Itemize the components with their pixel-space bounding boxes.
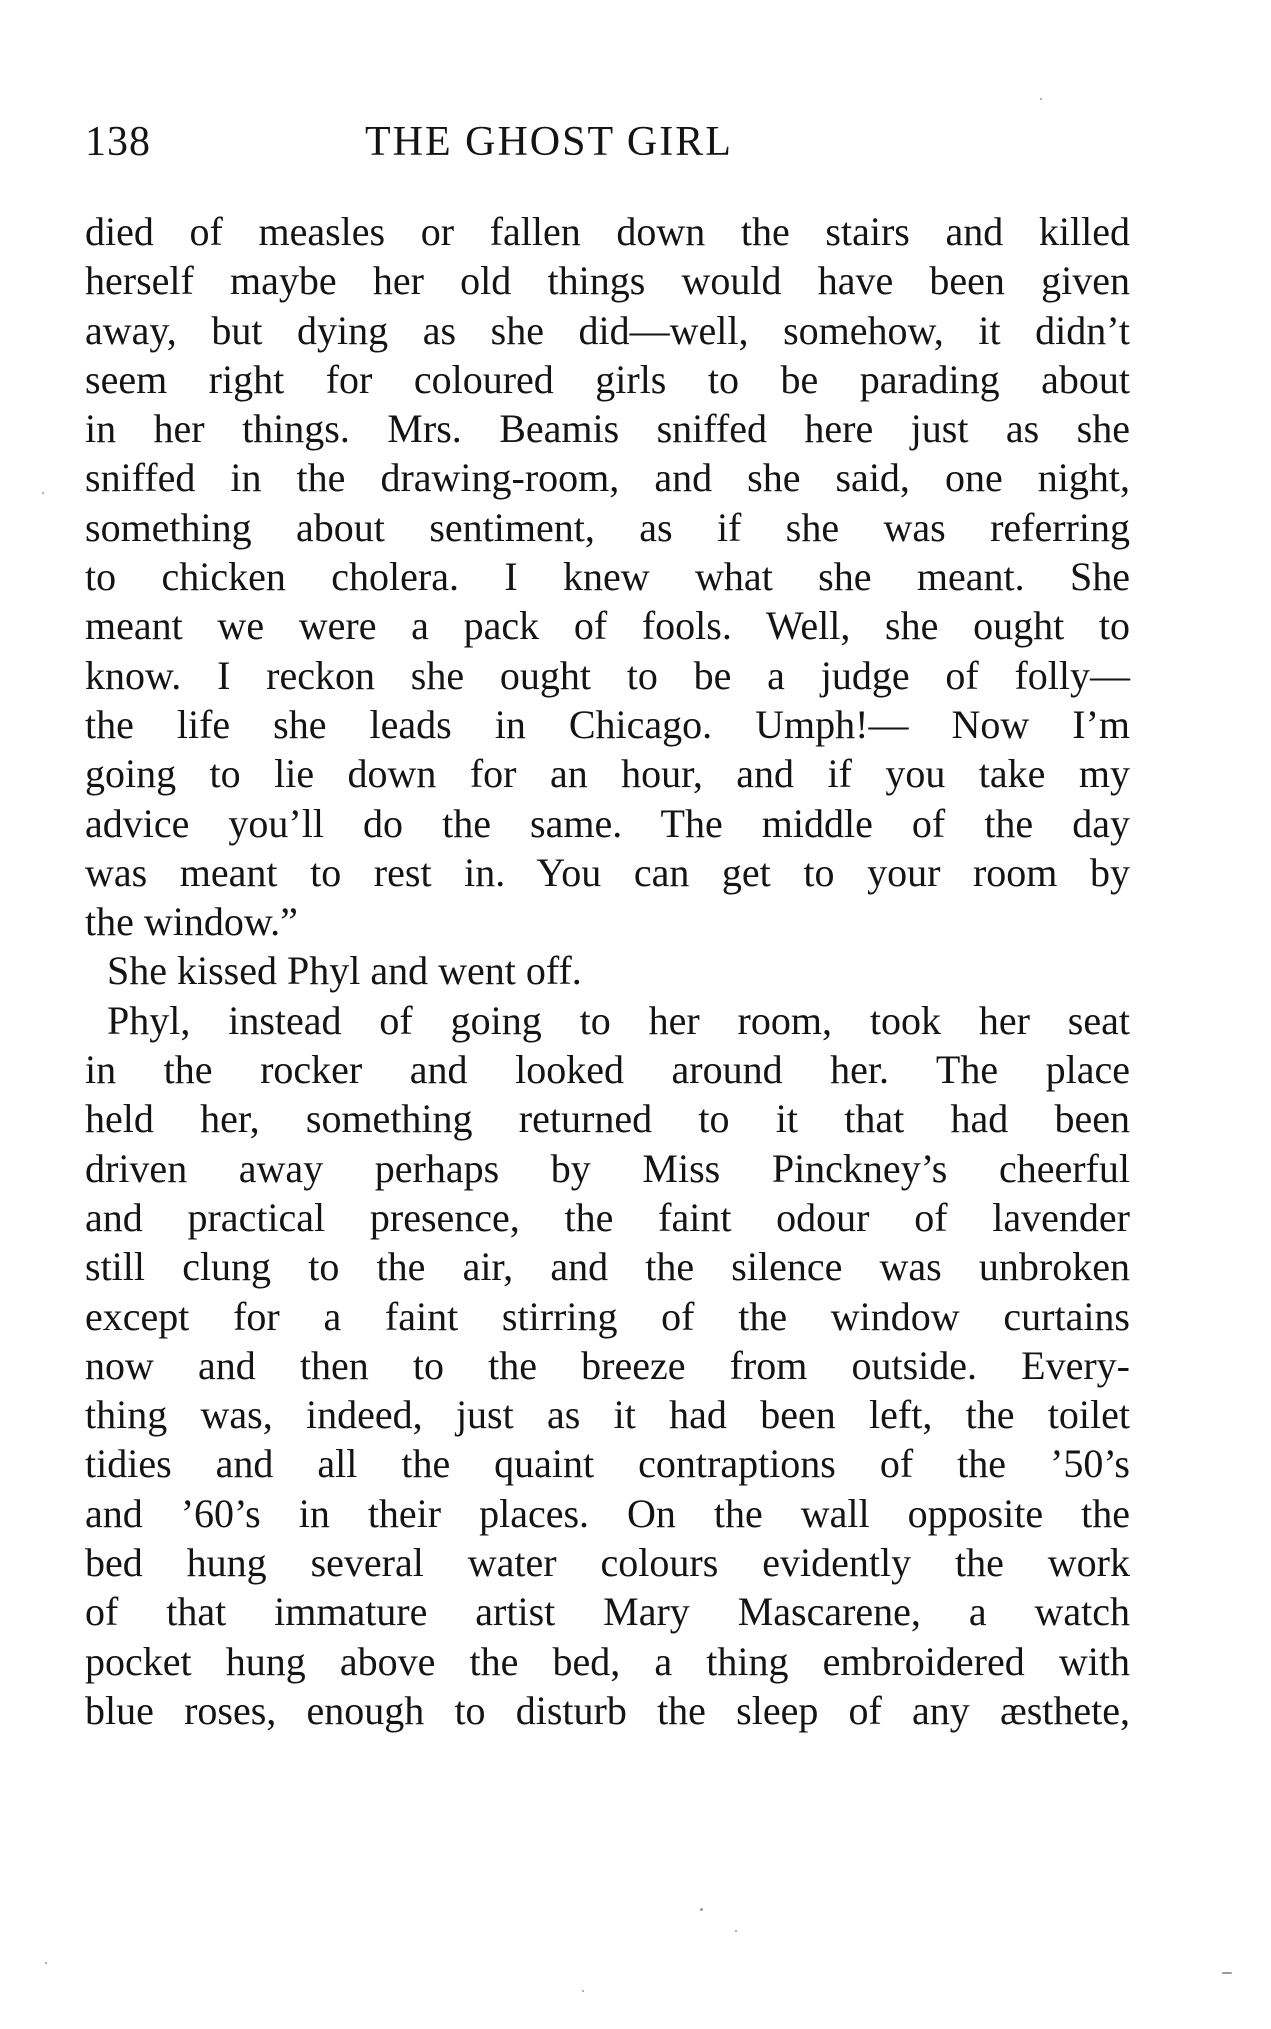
paper-speck [45, 1962, 47, 1964]
text-line: bed hung several water colours evidently the work [85, 1540, 1130, 1586]
text-line: pocket hung above the bed, a thing embroidered with [85, 1638, 1130, 1684]
text-line: driven away perhaps by Miss Pinckney’s cheerful [85, 1145, 1130, 1191]
text-line: seem right for coloured girls to be parading about [85, 356, 1130, 402]
text-line: to chicken cholera. I knew what she meant. She [85, 554, 1130, 600]
text-line: the window.” [85, 899, 298, 945]
text-line: in the rocker and looked around her. The place [85, 1047, 1130, 1093]
text-line: thing was, indeed, just as it had been left, the toilet [85, 1392, 1130, 1438]
text-line: herself maybe her old things would have been given [85, 258, 1130, 304]
paper-speck [700, 1908, 703, 1911]
text-line: going to lie down for an hour, and if you take my [85, 751, 1130, 797]
text-line: except for a faint stirring of the window curtains [85, 1293, 1130, 1339]
text-line: of that immature artist Mary Mascarene, a watch [85, 1589, 1130, 1635]
text-line: died of measles or fallen down the stairs and killed [85, 209, 1130, 254]
text-line: in her things. Mrs. Beamis sniffed here just as she [85, 406, 1130, 452]
text-line: advice you’ll do the same. The middle of the day [85, 800, 1130, 846]
text-line: away, but dying as she did—well, somehow, it didn’t [85, 307, 1130, 353]
text-line: and ’60’s in their places. On the wall opposite the [85, 1490, 1130, 1536]
text-line: blue roses, enough to disturb the sleep of any æsthete, [85, 1687, 1130, 1733]
paragraph-start-line: Phyl, instead of going to her room, took her seat [107, 997, 1130, 1043]
paper-speck [1040, 98, 1042, 100]
text-line: something about sentiment, as if she was referring [85, 504, 1130, 550]
text-line: was meant to rest in. You can get to your room by [85, 849, 1130, 895]
text-line: sniffed in the drawing-room, and she said, one night, [85, 455, 1130, 501]
text-line: meant we were a pack of fools. Well, she ought to [85, 603, 1130, 649]
paper-speck [582, 1990, 584, 1992]
text-line: tidies and all the quaint contraptions of the ’50’s [85, 1441, 1130, 1487]
text-line: held her, something returned to it that had been [85, 1096, 1130, 1142]
text-line: know. I reckon she ought to be a judge of folly— [85, 652, 1130, 698]
text-line: still clung to the air, and the silence was unbroken [85, 1244, 1130, 1290]
paper-speck [42, 492, 44, 494]
body-text [85, 207, 1130, 1735]
page-number: 138 [85, 119, 151, 165]
running-head [85, 112, 1130, 172]
paragraph-start-line: She kissed Phyl and went off. [107, 948, 582, 994]
paper-speck [735, 1930, 737, 1932]
text-line: and practical presence, the faint odour of lavender [85, 1194, 1130, 1240]
text-line: now and then to the breeze from outside. Every- [85, 1342, 1130, 1388]
book-title: THE GHOST GIRL [365, 119, 733, 165]
text-line: the life she leads in Chicago. Umph!— Now I’m [85, 701, 1130, 747]
paper-speck [1222, 1972, 1232, 1974]
